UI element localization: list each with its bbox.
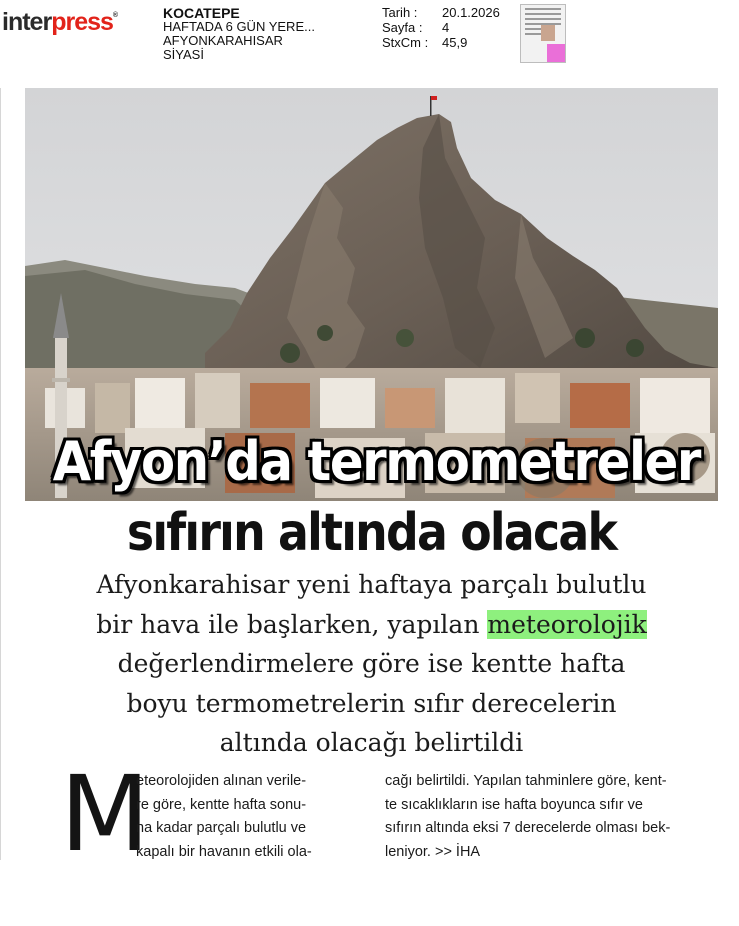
publication-info xyxy=(163,6,315,62)
page-value: 4 xyxy=(442,20,450,35)
page-thumbnail[interactable] xyxy=(520,4,566,63)
publication-name: KOCATEPE xyxy=(163,5,240,21)
stxcm-label: StxCm : xyxy=(382,35,429,50)
highlighted-keyword: meteorolojik xyxy=(487,609,647,639)
date-label: Tarih : xyxy=(382,5,418,20)
spot-line: Afyonkarahisar yeni haftaya parçalı bulutlu xyxy=(96,570,647,599)
spot-line: boyu termometrelerin sıfır derecelerin xyxy=(126,688,617,718)
headline-line-1: Afyon’da termometreler xyxy=(52,430,701,493)
publication-frequency: HAFTADA 6 GÜN YERE... xyxy=(163,19,315,34)
body-column-2: cağı belirtildi. Yapılan tahminlere göre, kent- te sıcaklıkların ise hafta boyunca sıfır ve sıfırın altında eksi 7 derecelerde olması bek- leniyor. >> İHA xyxy=(385,773,671,860)
publication-city: AFYONKARAHISAR xyxy=(163,33,283,48)
date-value: 20.1.2026 xyxy=(442,5,500,20)
headline-line-2: sıfırın altında olacak xyxy=(126,503,617,563)
interpress-logo: interpress® xyxy=(2,8,118,36)
stxcm-value: 45,9 xyxy=(442,35,468,50)
spot-line: bir hava ile başlarken, yapılan meteorolojik xyxy=(96,609,647,639)
clipping-meta xyxy=(382,5,500,50)
page-label: Sayfa : xyxy=(382,20,423,35)
spot-line: değerlendirmelere göre ise kentte hafta xyxy=(117,649,626,678)
publication-section: SİYASİ xyxy=(163,47,204,62)
thumbnail-marker xyxy=(547,44,565,62)
drop-cap: M xyxy=(60,753,150,875)
clipping-border xyxy=(0,88,1,860)
spot-line: altında olacağı belirtildi xyxy=(219,728,524,757)
article-spot xyxy=(40,565,703,763)
body-column-1: eteorolojiden alınan verile- re göre, kentte hafta sonu- na kadar parçalı bulutlu ve kapalı bir havanın etkili ola- xyxy=(136,773,312,860)
